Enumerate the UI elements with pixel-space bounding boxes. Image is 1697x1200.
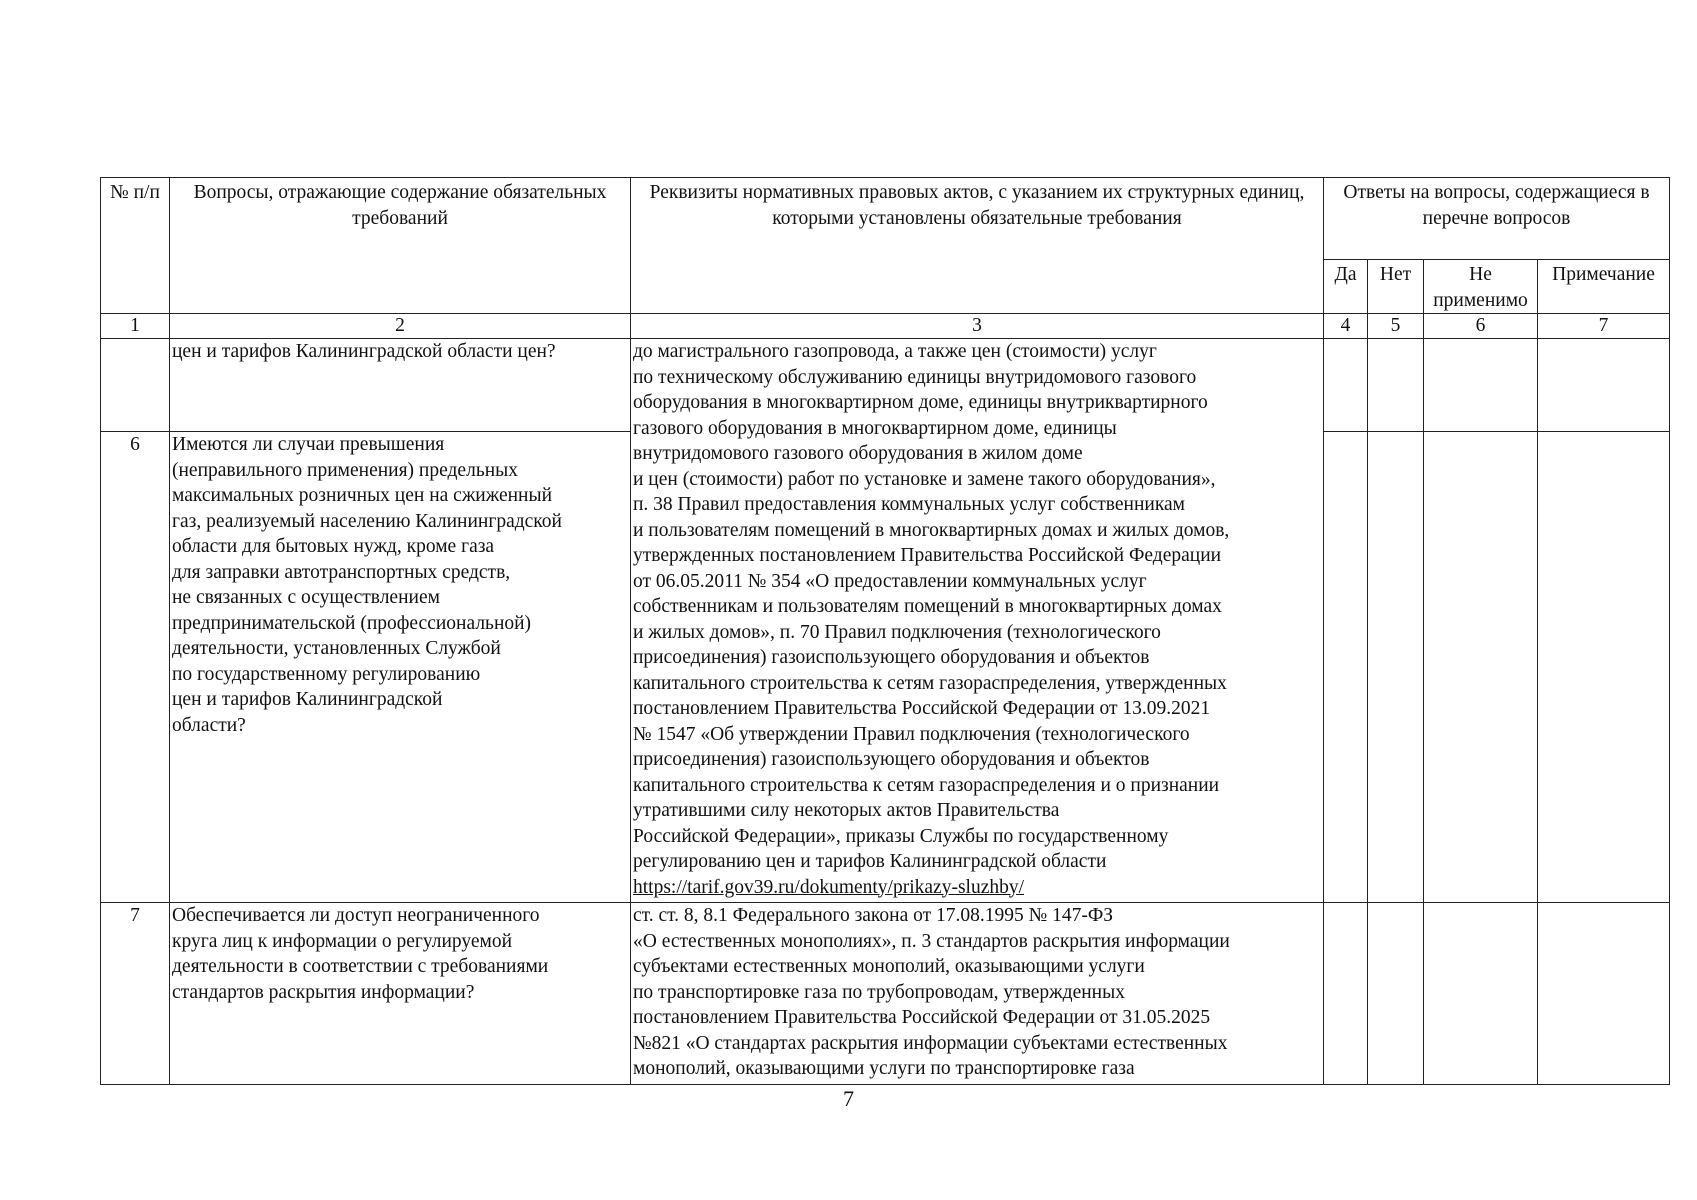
header-answers: Ответы на вопросы, содержащиеся в перечне вопросов	[1343, 182, 1650, 229]
acts-line: оборудования в многоквартирном доме, единицы внутриквартирного	[633, 392, 1208, 413]
acts-line: по транспортировке газа по трубопроводам, утвержденных	[633, 981, 1125, 1003]
acts-line: и жилых домов», п. 70 Правил подключения (технологического	[633, 621, 1161, 643]
acts-line: от 06.05.2011 № 354 «О предоставлении коммунальных услуг	[633, 570, 1147, 592]
acts-line: газового оборудования в многоквартирном доме, единицы	[633, 417, 1117, 439]
answer-no-cell[interactable]	[1368, 339, 1424, 432]
question-cell	[170, 432, 631, 903]
header-yes-cell	[1324, 260, 1368, 314]
acts-line: п. 38 Правил предоставления коммунальных услуг собственникам	[633, 494, 1185, 515]
header-number: № п/п	[110, 182, 160, 203]
row-number: 7	[101, 903, 170, 1085]
page-number: 7	[843, 1086, 854, 1111]
question-line: стандартов раскрытия информации?	[172, 981, 475, 1003]
header-questions-cell	[170, 178, 631, 314]
question-line: цен и тарифов Калининградской	[172, 689, 443, 710]
acts-line: постановлением Правительства Российской Федерации от 31.05.2025	[633, 1007, 1211, 1028]
question-line: не связанных с осуществлением	[172, 587, 440, 608]
header-answers-cell	[1324, 178, 1670, 260]
header-na: Не применимо	[1433, 264, 1528, 311]
question-cell	[170, 903, 631, 1085]
header-acts-cell	[631, 178, 1324, 314]
question-line: (неправильного применения) предельных	[172, 459, 519, 481]
requirements-table	[100, 177, 1670, 1085]
acts-line: субъектами естественных монополий, оказывающими услуги	[633, 956, 1145, 977]
column-number: 3	[631, 314, 1324, 339]
answer-note-cell[interactable]	[1538, 432, 1670, 903]
acts-line: регулированию цен и тарифов Калининградской области	[633, 851, 1107, 872]
acts-line: ст. ст. 8, 8.1 Федерального закона от 17.08.1995 № 147-ФЗ	[633, 905, 1114, 926]
acts-line: и пользователям помещений в многоквартирных домах и жилых домов,	[633, 519, 1230, 541]
question-line: Обеспечивается ли доступ неограниченного	[172, 905, 540, 926]
header-yes: Да	[1334, 264, 1357, 285]
table-row	[101, 339, 1670, 432]
acts-line: монополий, оказывающими услуги по транспортировке газа	[633, 1058, 1135, 1079]
header-acts: Реквизиты нормативных правовых актов, с указанием их структурных единиц, которыми установлены обязательные требования	[649, 182, 1305, 229]
acts-cell	[631, 903, 1324, 1085]
answer-no-cell[interactable]	[1368, 903, 1424, 1085]
question-line: области?	[172, 714, 246, 736]
question-line: круга лиц к информации о регулируемой	[172, 930, 513, 952]
question-line: деятельности, установленных Службой	[172, 638, 501, 659]
question-line: области для бытовых нужд, кроме газа	[172, 536, 495, 557]
acts-line: до магистрального газопровода, а также цен (стоимости) услуг	[633, 341, 1157, 362]
header-no: Нет	[1379, 264, 1412, 285]
question-line: по государственному регулированию	[172, 663, 481, 685]
acts-line: Российской Федерации», приказы Службы по государственному	[633, 825, 1169, 847]
row-number: 6	[101, 432, 170, 903]
answer-na-cell[interactable]	[1424, 339, 1538, 432]
answer-na-cell[interactable]	[1424, 903, 1538, 1085]
table-row	[101, 903, 1670, 1085]
answer-yes-cell[interactable]	[1324, 432, 1368, 903]
column-number: 6	[1424, 314, 1538, 339]
acts-cell-merged	[631, 339, 1324, 903]
header-no-cell	[1368, 260, 1424, 314]
acts-line: по техническому обслуживанию единицы внутридомового газового	[633, 366, 1197, 388]
answer-yes-cell[interactable]	[1324, 903, 1368, 1085]
column-number: 7	[1538, 314, 1670, 339]
acts-line: капитального строительства к сетям газораспределения и о признании	[633, 774, 1220, 796]
acts-line: и цен (стоимости) работ по установке и замене такого оборудования»,	[633, 468, 1216, 490]
prikazy-link[interactable]: https://tarif.gov39.ru/dokumenty/prikazy-sluzhby/	[633, 876, 1025, 898]
question-cell	[170, 339, 631, 432]
column-number: 5	[1368, 314, 1424, 339]
column-number: 1	[101, 314, 170, 339]
header-note: Примечание	[1552, 264, 1655, 285]
answer-note-cell[interactable]	[1538, 339, 1670, 432]
column-number: 2	[170, 314, 631, 339]
acts-line: утратившими силу некоторых актов Правительства	[633, 800, 1060, 821]
acts-line: внутридомового газового оборудования в жилом доме	[633, 443, 1083, 464]
answer-yes-cell[interactable]	[1324, 339, 1368, 432]
row-number	[101, 339, 170, 432]
answer-no-cell[interactable]	[1368, 432, 1424, 903]
column-number: 4	[1324, 314, 1368, 339]
acts-line: № 1547 «Об утверждении Правил подключения (технологического	[633, 723, 1190, 745]
question-line: Имеются ли случаи превышения	[172, 434, 445, 455]
acts-line: постановлением Правительства Российской Федерации от 13.09.2021	[633, 698, 1211, 719]
acts-line: присоединения) газоиспользующего оборудования и объектов	[633, 749, 1150, 770]
acts-line: утвержденных постановлением Правительства Российской Федерации	[633, 545, 1222, 566]
question-line: деятельности в соответствии с требованиями	[172, 956, 549, 977]
acts-line: №821 «О стандартах раскрытия информации субъектами естественных	[633, 1032, 1228, 1054]
answer-na-cell[interactable]	[1424, 432, 1538, 903]
header-questions: Вопросы, отражающие содержание обязательных требований	[193, 182, 607, 229]
acts-line: капитального строительства к сетям газораспределения, утвержденных	[633, 672, 1227, 694]
header-na-cell	[1424, 260, 1538, 314]
question-line: для заправки автотранспортных средств,	[172, 561, 511, 583]
question-line: предпринимательской (профессиональной)	[172, 612, 532, 634]
acts-line: присоединения) газоиспользующего оборудования и объектов	[633, 647, 1150, 668]
answer-note-cell[interactable]	[1538, 903, 1670, 1085]
acts-line: «О естественных монополиях», п. 3 стандартов раскрытия информации	[633, 930, 1230, 952]
header-number-cell	[101, 178, 170, 314]
question-line: максимальных розничных цен на сжиженный	[172, 485, 553, 506]
question-line: цен и тарифов Калининградской области цен?	[172, 341, 556, 362]
acts-line: собственникам и пользователям помещений в многоквартирных домах	[633, 596, 1222, 617]
column-numbers-row	[101, 314, 1670, 339]
header-note-cell	[1538, 260, 1670, 314]
question-line: газ, реализуемый населению Калининградской	[172, 510, 562, 532]
